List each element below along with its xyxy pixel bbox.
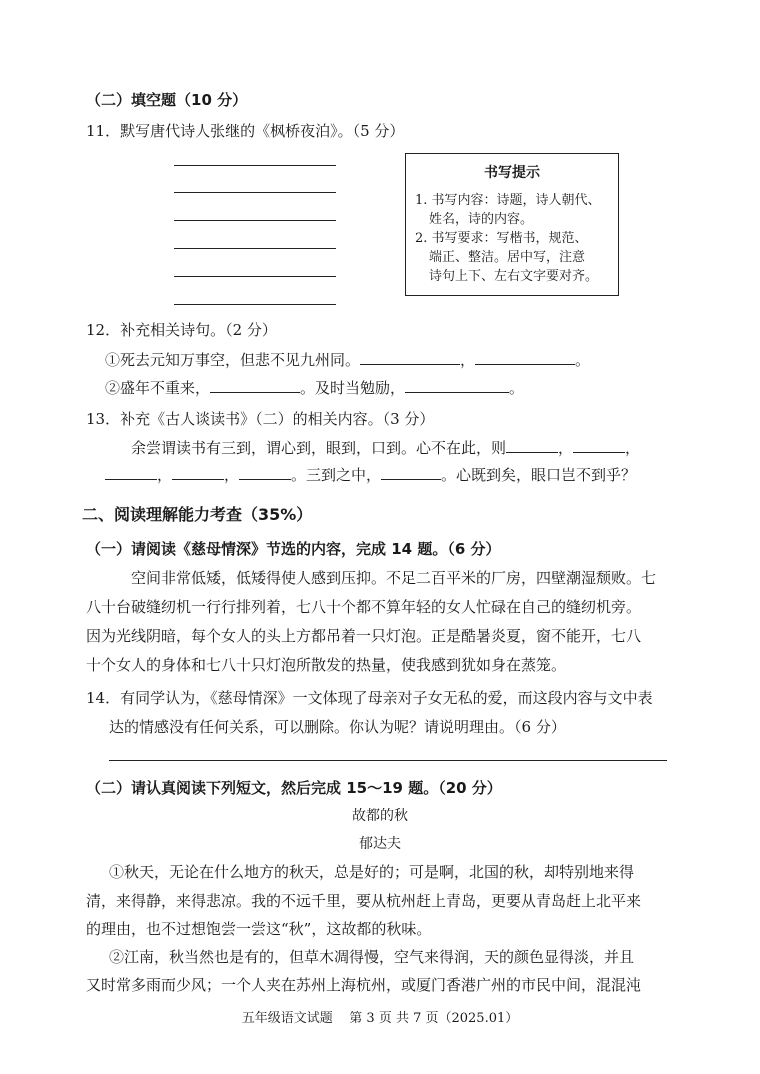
reading-section-2-heading: （二）请认真阅读下列短文，然后完成 15～19 题。（20 分） (86, 779, 502, 797)
fill-blank[interactable] (210, 378, 300, 393)
excerpt-line: 十个女人的身体和七八十只灯泡所散发的热量，使我感到犹如身在蒸笼。 (86, 656, 567, 674)
article-line: ①秋天，无论在什么地方的秋天，总是好的；可是啊，北国的秋，却特别地来得 (109, 863, 635, 881)
fill-blank[interactable] (172, 465, 224, 480)
answer-line[interactable] (174, 220, 336, 221)
hint-line: 1. 书写内容：诗题，诗人朝代、 (415, 193, 601, 208)
article-title: 故都的秋 (352, 808, 408, 824)
hint-line: 诗句上下、左右文字要对齐。 (429, 269, 599, 284)
hint-line: 姓名，诗的内容。 (429, 212, 534, 227)
passage-text: 。三到之中， (291, 466, 382, 484)
punct: 。 (575, 351, 591, 369)
fill-blank[interactable] (506, 438, 558, 453)
poem-text: ②盛年不重来， (105, 379, 211, 397)
excerpt-line: 因为光线阴暗，每个女人的头上方都吊着一只灯泡。正是酷暑炎夏，窗不能开，七八 (86, 627, 642, 645)
fill-blank[interactable] (381, 465, 441, 480)
fill-blank[interactable] (105, 465, 157, 480)
poem-text: ①死去元知万事空，但悲不见九州同。 (105, 351, 361, 369)
question-11: 11．默写唐代诗人张继的《枫桥夜泊》。（5 分） (86, 122, 405, 140)
answer-line[interactable] (174, 165, 336, 166)
punct: ， (224, 466, 240, 484)
answer-line[interactable] (174, 248, 336, 249)
answer-line[interactable] (174, 192, 336, 193)
question-14-line-2: 达的情感没有任何关系，可以删除。你认为呢？请说明理由。（6 分） (109, 718, 566, 736)
fill-blank[interactable] (475, 350, 575, 365)
q12-line-1 (105, 350, 590, 370)
q12-line-2 (105, 378, 524, 398)
answer-line[interactable] (174, 304, 336, 305)
article-line: 的理由，也不过想饱尝一尝这“秋”，这故都的秋味。 (86, 920, 432, 938)
question-13: 13．补充《古人谈读书》（二）的相关内容。（3 分） (86, 410, 435, 428)
punct: ， (157, 466, 173, 484)
poem-text: 。及时当勉励， (300, 379, 406, 397)
punct: ， (558, 439, 574, 457)
section-heading-reading: 二、阅读理解能力考查（35%） (82, 505, 313, 524)
excerpt-line: 八十台破缝纫机一行行排列着，七八十个都不算年轻的女人忙碌在自己的缝纫机旁。 (86, 598, 642, 616)
reading-section-1-heading: （一）请阅读《慈母情深》节选的内容，完成 14 题。（6 分） (86, 540, 501, 558)
fill-blank[interactable] (239, 465, 291, 480)
passage-text: 余尝谓读书有三到，谓心到，眼到，口到。心不在此，则 (131, 439, 507, 457)
punct: ， (460, 351, 476, 369)
punct: 。 (509, 379, 525, 397)
fill-blank[interactable] (360, 350, 460, 365)
writing-hint-box (405, 153, 619, 296)
excerpt-line: 空间非常低矮，低矮得使人感到压抑。不足二百平米的厂房，四壁潮湿颓败。七 (131, 569, 657, 587)
hint-line: 2. 书写要求：写楷书，规范、 (415, 231, 588, 246)
article-author: 郁达夫 (359, 836, 401, 852)
q14-answer-line[interactable] (109, 760, 667, 761)
page-footer: 五年级语文试题 第 3 页 共 7 页（2025.01） (241, 1011, 519, 1026)
question-12: 12．补充相关诗句。（2 分） (86, 321, 277, 339)
question-14-line-1: 14．有同学认为，《慈母情深》一文体现了母亲对子女无私的爱，而这段内容与文中表 (86, 689, 653, 707)
fill-blank[interactable] (405, 378, 509, 393)
section-heading-fill: （二）填空题（10 分） (86, 91, 248, 109)
hint-line: 端正、整洁。居中写，注意 (429, 250, 586, 265)
article-line: ②江南，秋当然也是有的，但草木凋得慢，空气来得润，天的颜色显得淡，并且 (109, 948, 635, 966)
answer-line[interactable] (174, 276, 336, 277)
fill-blank[interactable] (573, 438, 625, 453)
punct: ， (625, 439, 641, 457)
article-line: 又时常多雨而少风；一个人夹在苏州上海杭州，或厦门香港广州的市民中间，混混沌 (86, 976, 642, 994)
q13-line-2 (105, 465, 636, 485)
hint-title: 书写提示 (484, 165, 540, 181)
q13-line-1 (131, 438, 640, 458)
passage-text: 。心既到矣，眼口岂不到乎？ (441, 466, 637, 484)
article-line: 清，来得静，来得悲凉。我的不远千里，要从杭州赶上青岛，更要从青岛赶上北平来 (86, 892, 642, 910)
